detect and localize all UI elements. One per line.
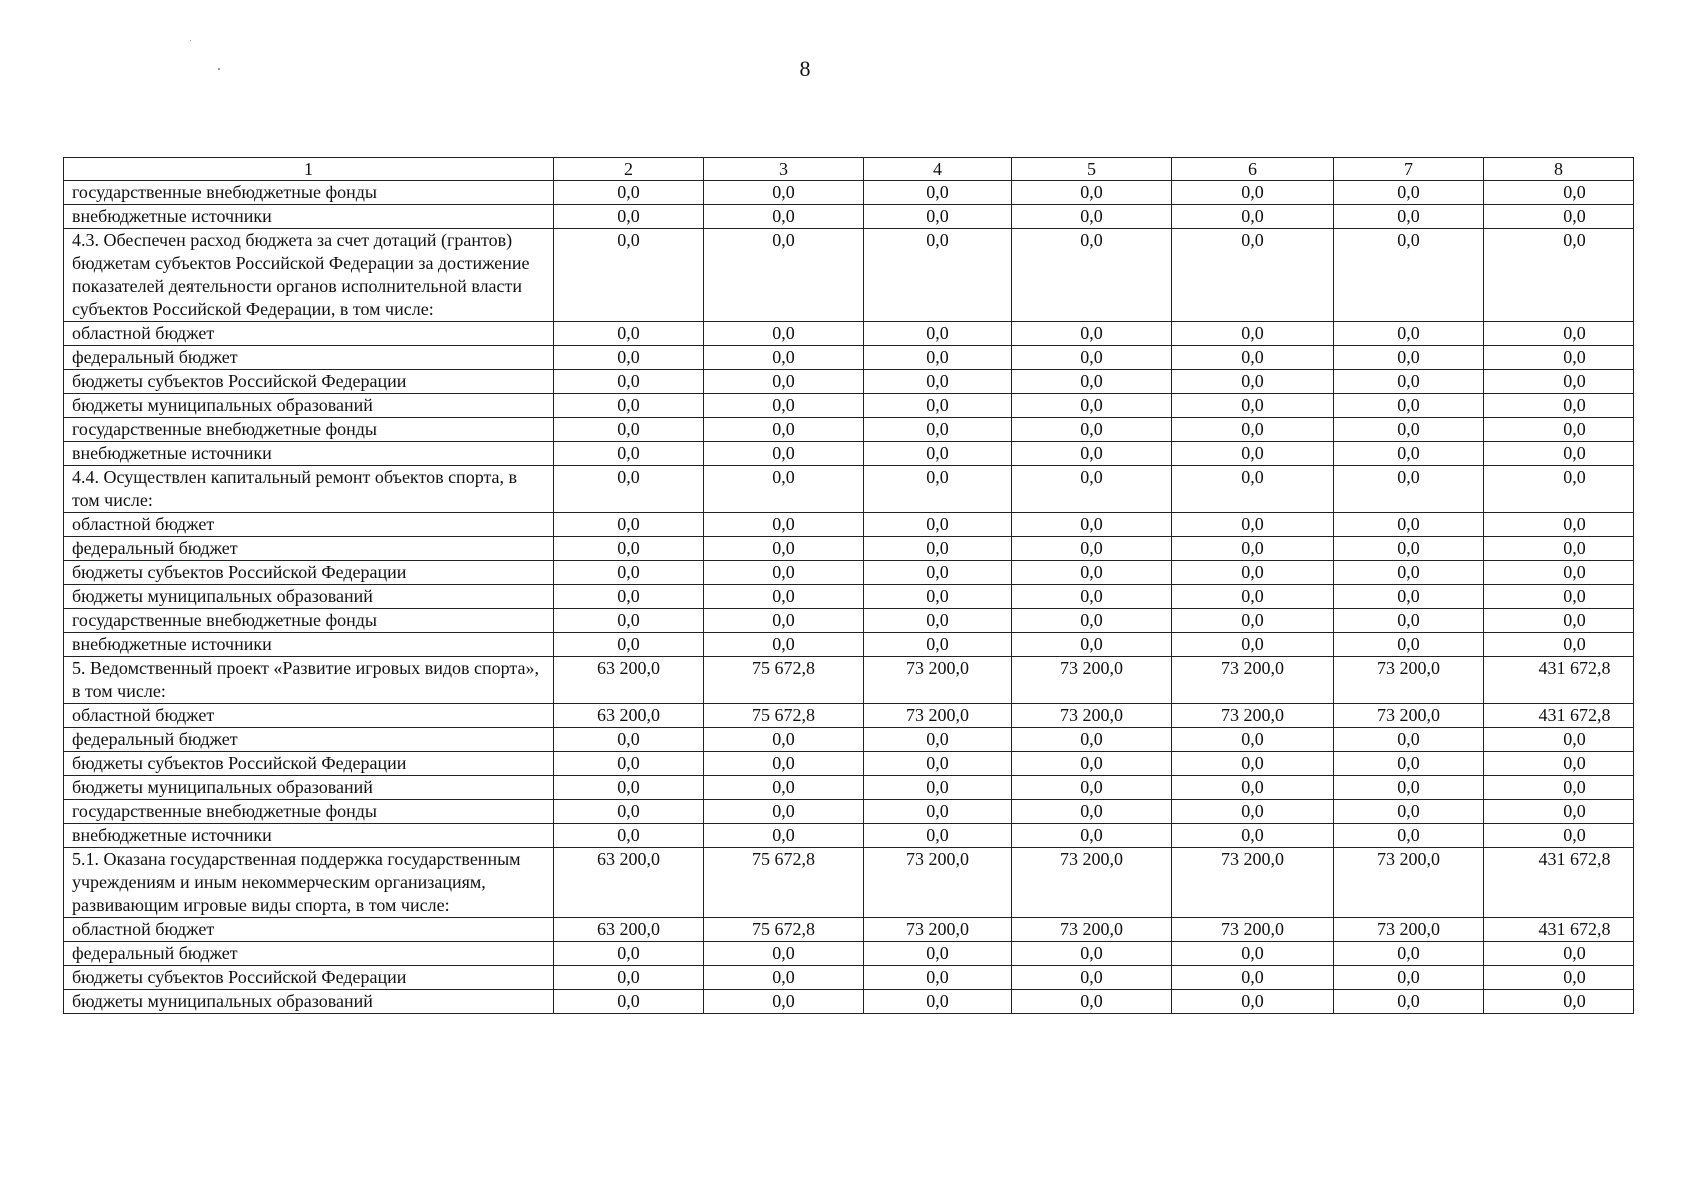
cell-value-col-2: 63 200,0 [554,918,704,942]
cell-value-col-7: 73 200,0 [1334,918,1484,942]
cell-value-col-7: 0,0 [1334,824,1484,848]
cell-value-col-6: 73 200,0 [1172,918,1334,942]
cell-value-col-7: 0,0 [1334,561,1484,585]
cell-value-col-2: 0,0 [554,800,704,824]
cell-value-col-7: 0,0 [1334,370,1484,394]
table-row [64,466,1634,513]
row-label: бюджеты муниципальных образований [64,990,554,1014]
cell-value-col-6: 73 200,0 [1172,704,1334,728]
cell-value-col-6: 0,0 [1172,561,1334,585]
cell-value-col-7: 0,0 [1334,609,1484,633]
cell-value-col-4: 0,0 [864,966,1012,990]
cell-value-col-4: 0,0 [864,370,1012,394]
cell-value-col-3: 0,0 [704,990,864,1014]
cell-value-col-6: 0,0 [1172,442,1334,466]
cell-value-col-3: 0,0 [704,537,864,561]
table-row [64,824,1634,848]
cell-value-col-8: 431 672,8 [1484,704,1634,728]
cell-value-col-4: 73 200,0 [864,657,1012,704]
cell-value-col-4: 0,0 [864,513,1012,537]
cell-value-col-3: 75 672,8 [704,704,864,728]
cell-value-col-2: 0,0 [554,561,704,585]
table-row [64,918,1634,942]
table-row [64,609,1634,633]
cell-value-col-7: 0,0 [1334,346,1484,370]
row-label: бюджеты субъектов Российской Федерации [64,561,554,585]
cell-value-col-8: 0,0 [1484,181,1634,205]
cell-value-col-2: 0,0 [554,418,704,442]
cell-value-col-3: 0,0 [704,513,864,537]
row-label: бюджеты муниципальных образований [64,776,554,800]
row-label: бюджеты субъектов Российской Федерации [64,370,554,394]
column-header-4: 4 [864,158,1012,181]
cell-value-col-8: 0,0 [1484,442,1634,466]
cell-value-col-2: 0,0 [554,181,704,205]
cell-value-col-7: 0,0 [1334,752,1484,776]
row-label: федеральный бюджет [64,728,554,752]
cell-value-col-8: 0,0 [1484,752,1634,776]
cell-value-col-5: 0,0 [1012,728,1172,752]
cell-value-col-6: 0,0 [1172,942,1334,966]
column-header-7: 7 [1334,158,1484,181]
cell-value-col-4: 0,0 [864,346,1012,370]
cell-value-col-4: 0,0 [864,776,1012,800]
row-label: государственные внебюджетные фонды [64,418,554,442]
cell-value-col-6: 0,0 [1172,585,1334,609]
column-header-6: 6 [1172,158,1334,181]
table-row [64,322,1634,346]
cell-value-col-8: 0,0 [1484,990,1634,1014]
cell-value-col-6: 0,0 [1172,346,1334,370]
column-header-3: 3 [704,158,864,181]
cell-value-col-6: 0,0 [1172,633,1334,657]
cell-value-col-3: 0,0 [704,205,864,229]
table-header [64,158,1634,181]
cell-value-col-5: 0,0 [1012,776,1172,800]
cell-value-col-8: 0,0 [1484,728,1634,752]
header-row [64,158,1634,181]
row-label: государственные внебюджетные фонды [64,800,554,824]
cell-value-col-4: 73 200,0 [864,848,1012,918]
table-row [64,418,1634,442]
cell-value-col-8: 0,0 [1484,418,1634,442]
cell-value-col-4: 0,0 [864,942,1012,966]
table-row [64,966,1634,990]
cell-value-col-5: 0,0 [1012,633,1172,657]
cell-value-col-4: 0,0 [864,990,1012,1014]
cell-value-col-6: 0,0 [1172,181,1334,205]
cell-value-col-3: 0,0 [704,585,864,609]
cell-value-col-3: 0,0 [704,466,864,513]
cell-value-col-5: 0,0 [1012,418,1172,442]
cell-value-col-5: 0,0 [1012,966,1172,990]
table-row [64,585,1634,609]
row-label: 5. Ведомственный проект «Развитие игровых видов спорта», в том числе: [64,657,554,704]
cell-value-col-4: 0,0 [864,752,1012,776]
cell-value-col-8: 0,0 [1484,609,1634,633]
cell-value-col-5: 0,0 [1012,205,1172,229]
cell-value-col-5: 0,0 [1012,537,1172,561]
cell-value-col-2: 0,0 [554,776,704,800]
cell-value-col-2: 0,0 [554,609,704,633]
cell-value-col-2: 0,0 [554,322,704,346]
cell-value-col-7: 0,0 [1334,229,1484,322]
cell-value-col-8: 0,0 [1484,205,1634,229]
table-row [64,752,1634,776]
cell-value-col-7: 0,0 [1334,942,1484,966]
cell-value-col-3: 0,0 [704,229,864,322]
cell-value-col-8: 0,0 [1484,800,1634,824]
row-label: внебюджетные источники [64,442,554,466]
cell-value-col-3: 0,0 [704,776,864,800]
cell-value-col-3: 0,0 [704,752,864,776]
cell-value-col-5: 0,0 [1012,752,1172,776]
cell-value-col-4: 0,0 [864,824,1012,848]
table-row [64,181,1634,205]
row-label: областной бюджет [64,322,554,346]
cell-value-col-4: 0,0 [864,609,1012,633]
cell-value-col-3: 0,0 [704,561,864,585]
cell-value-col-6: 0,0 [1172,229,1334,322]
cell-value-col-2: 0,0 [554,824,704,848]
cell-value-col-7: 0,0 [1334,728,1484,752]
cell-value-col-3: 0,0 [704,633,864,657]
row-label: областной бюджет [64,918,554,942]
cell-value-col-2: 63 200,0 [554,848,704,918]
table-row [64,205,1634,229]
row-label: 4.4. Осуществлен капитальный ремонт объектов спорта, в том числе: [64,466,554,513]
table-row [64,513,1634,537]
cell-value-col-7: 0,0 [1334,966,1484,990]
table-row [64,346,1634,370]
table-row [64,800,1634,824]
page-number: 8 [799,56,811,81]
row-label: государственные внебюджетные фонды [64,609,554,633]
cell-value-col-4: 0,0 [864,229,1012,322]
table-row [64,633,1634,657]
cell-value-col-8: 0,0 [1484,370,1634,394]
cell-value-col-5: 73 200,0 [1012,657,1172,704]
cell-value-col-8: 0,0 [1484,633,1634,657]
cell-value-col-4: 0,0 [864,394,1012,418]
cell-value-col-5: 0,0 [1012,513,1172,537]
cell-value-col-3: 0,0 [704,824,864,848]
cell-value-col-6: 0,0 [1172,728,1334,752]
budget-table [63,157,1634,1014]
cell-value-col-3: 0,0 [704,609,864,633]
cell-value-col-8: 0,0 [1484,229,1634,322]
cell-value-col-7: 0,0 [1334,181,1484,205]
cell-value-col-5: 0,0 [1012,561,1172,585]
cell-value-col-2: 0,0 [554,513,704,537]
table-row [64,848,1634,918]
cell-value-col-5: 0,0 [1012,229,1172,322]
cell-value-col-2: 0,0 [554,942,704,966]
cell-value-col-5: 0,0 [1012,442,1172,466]
cell-value-col-4: 73 200,0 [864,918,1012,942]
cell-value-col-6: 0,0 [1172,966,1334,990]
cell-value-col-6: 0,0 [1172,394,1334,418]
table-row [64,394,1634,418]
table-row [64,561,1634,585]
cell-value-col-2: 0,0 [554,633,704,657]
cell-value-col-2: 0,0 [554,966,704,990]
table-row [64,229,1634,322]
table-row [64,370,1634,394]
cell-value-col-4: 0,0 [864,205,1012,229]
cell-value-col-8: 431 672,8 [1484,918,1634,942]
cell-value-col-2: 0,0 [554,728,704,752]
cell-value-col-4: 73 200,0 [864,704,1012,728]
cell-value-col-6: 0,0 [1172,466,1334,513]
column-header-8: 8 [1484,158,1634,181]
cell-value-col-6: 0,0 [1172,824,1334,848]
cell-value-col-6: 0,0 [1172,205,1334,229]
cell-value-col-3: 0,0 [704,181,864,205]
row-label: бюджеты муниципальных образований [64,394,554,418]
cell-value-col-3: 75 672,8 [704,848,864,918]
cell-value-col-3: 0,0 [704,394,864,418]
cell-value-col-7: 0,0 [1334,633,1484,657]
table-row [64,990,1634,1014]
cell-value-col-7: 0,0 [1334,776,1484,800]
cell-value-col-6: 73 200,0 [1172,657,1334,704]
column-header-2: 2 [554,158,704,181]
table-row [64,776,1634,800]
cell-value-col-7: 0,0 [1334,394,1484,418]
cell-value-col-7: 0,0 [1334,990,1484,1014]
row-label: федеральный бюджет [64,346,554,370]
cell-value-col-5: 73 200,0 [1012,848,1172,918]
cell-value-col-6: 73 200,0 [1172,848,1334,918]
cell-value-col-4: 0,0 [864,633,1012,657]
row-label: федеральный бюджет [64,537,554,561]
cell-value-col-5: 73 200,0 [1012,704,1172,728]
cell-value-col-5: 0,0 [1012,370,1172,394]
cell-value-col-8: 0,0 [1484,513,1634,537]
cell-value-col-4: 0,0 [864,418,1012,442]
table-row [64,704,1634,728]
cell-value-col-3: 0,0 [704,442,864,466]
cell-value-col-8: 0,0 [1484,394,1634,418]
row-label: 4.3. Обеспечен расход бюджета за счет дотаций (грантов) бюджетам субъектов Российской Федерации за достижение показателей деятельности органов исполнительной власти субъектов Российской Федерации, в том числе: [64,229,554,322]
cell-value-col-4: 0,0 [864,322,1012,346]
cell-value-col-7: 0,0 [1334,513,1484,537]
cell-value-col-6: 0,0 [1172,800,1334,824]
cell-value-col-5: 0,0 [1012,800,1172,824]
scan-speck [190,40,191,41]
cell-value-col-7: 0,0 [1334,800,1484,824]
cell-value-col-5: 0,0 [1012,181,1172,205]
cell-value-col-6: 0,0 [1172,537,1334,561]
row-label: внебюджетные источники [64,633,554,657]
cell-value-col-8: 0,0 [1484,585,1634,609]
cell-value-col-8: 431 672,8 [1484,657,1634,704]
cell-value-col-8: 0,0 [1484,966,1634,990]
cell-value-col-5: 0,0 [1012,322,1172,346]
cell-value-col-3: 75 672,8 [704,918,864,942]
table-row [64,657,1634,704]
cell-value-col-8: 0,0 [1484,561,1634,585]
cell-value-col-2: 0,0 [554,442,704,466]
cell-value-col-8: 0,0 [1484,322,1634,346]
row-label: внебюджетные источники [64,205,554,229]
cell-value-col-2: 0,0 [554,537,704,561]
cell-value-col-2: 0,0 [554,229,704,322]
table-body [64,181,1634,1014]
cell-value-col-7: 0,0 [1334,442,1484,466]
table-row [64,728,1634,752]
cell-value-col-5: 0,0 [1012,824,1172,848]
cell-value-col-5: 0,0 [1012,585,1172,609]
cell-value-col-2: 0,0 [554,990,704,1014]
row-label: областной бюджет [64,513,554,537]
cell-value-col-2: 0,0 [554,585,704,609]
cell-value-col-3: 0,0 [704,942,864,966]
cell-value-col-6: 0,0 [1172,418,1334,442]
cell-value-col-5: 73 200,0 [1012,918,1172,942]
cell-value-col-5: 0,0 [1012,942,1172,966]
cell-value-col-3: 0,0 [704,966,864,990]
cell-value-col-8: 0,0 [1484,346,1634,370]
cell-value-col-4: 0,0 [864,537,1012,561]
cell-value-col-4: 0,0 [864,800,1012,824]
cell-value-col-8: 0,0 [1484,942,1634,966]
scan-speck [218,68,220,70]
cell-value-col-3: 0,0 [704,418,864,442]
cell-value-col-7: 0,0 [1334,466,1484,513]
cell-value-col-7: 73 200,0 [1334,704,1484,728]
row-label: 5.1. Оказана государственная поддержка государственным учреждениям и иным некоммерческим организациям, развивающим игровые виды спорта, в том числе: [64,848,554,918]
cell-value-col-2: 0,0 [554,346,704,370]
cell-value-col-2: 0,0 [554,752,704,776]
cell-value-col-7: 0,0 [1334,537,1484,561]
cell-value-col-2: 63 200,0 [554,657,704,704]
cell-value-col-7: 0,0 [1334,205,1484,229]
cell-value-col-4: 0,0 [864,442,1012,466]
cell-value-col-8: 0,0 [1484,776,1634,800]
cell-value-col-7: 0,0 [1334,585,1484,609]
column-header-5: 5 [1012,158,1172,181]
cell-value-col-3: 0,0 [704,322,864,346]
cell-value-col-6: 0,0 [1172,776,1334,800]
row-label: государственные внебюджетные фонды [64,181,554,205]
row-label: бюджеты муниципальных образований [64,585,554,609]
cell-value-col-5: 0,0 [1012,990,1172,1014]
cell-value-col-8: 431 672,8 [1484,848,1634,918]
cell-value-col-6: 0,0 [1172,322,1334,346]
cell-value-col-3: 0,0 [704,728,864,752]
cell-value-col-6: 0,0 [1172,752,1334,776]
cell-value-col-5: 0,0 [1012,346,1172,370]
cell-value-col-6: 0,0 [1172,513,1334,537]
cell-value-col-7: 73 200,0 [1334,848,1484,918]
table-row [64,537,1634,561]
cell-value-col-8: 0,0 [1484,537,1634,561]
cell-value-col-6: 0,0 [1172,370,1334,394]
column-header-1: 1 [64,158,554,181]
cell-value-col-7: 73 200,0 [1334,657,1484,704]
cell-value-col-3: 0,0 [704,370,864,394]
cell-value-col-4: 0,0 [864,561,1012,585]
cell-value-col-8: 0,0 [1484,466,1634,513]
row-label: бюджеты субъектов Российской Федерации [64,966,554,990]
cell-value-col-6: 0,0 [1172,990,1334,1014]
cell-value-col-2: 0,0 [554,370,704,394]
cell-value-col-2: 0,0 [554,205,704,229]
cell-value-col-4: 0,0 [864,181,1012,205]
cell-value-col-2: 0,0 [554,466,704,513]
cell-value-col-5: 0,0 [1012,394,1172,418]
row-label: бюджеты субъектов Российской Федерации [64,752,554,776]
cell-value-col-3: 75 672,8 [704,657,864,704]
cell-value-col-3: 0,0 [704,800,864,824]
cell-value-col-4: 0,0 [864,585,1012,609]
cell-value-col-4: 0,0 [864,466,1012,513]
cell-value-col-5: 0,0 [1012,466,1172,513]
cell-value-col-3: 0,0 [704,346,864,370]
row-label: областной бюджет [64,704,554,728]
cell-value-col-6: 0,0 [1172,609,1334,633]
cell-value-col-5: 0,0 [1012,609,1172,633]
cell-value-col-4: 0,0 [864,728,1012,752]
row-label: внебюджетные источники [64,824,554,848]
table-row [64,942,1634,966]
cell-value-col-2: 0,0 [554,394,704,418]
table-row [64,442,1634,466]
cell-value-col-7: 0,0 [1334,418,1484,442]
row-label: федеральный бюджет [64,942,554,966]
cell-value-col-7: 0,0 [1334,322,1484,346]
cell-value-col-8: 0,0 [1484,824,1634,848]
cell-value-col-2: 63 200,0 [554,704,704,728]
